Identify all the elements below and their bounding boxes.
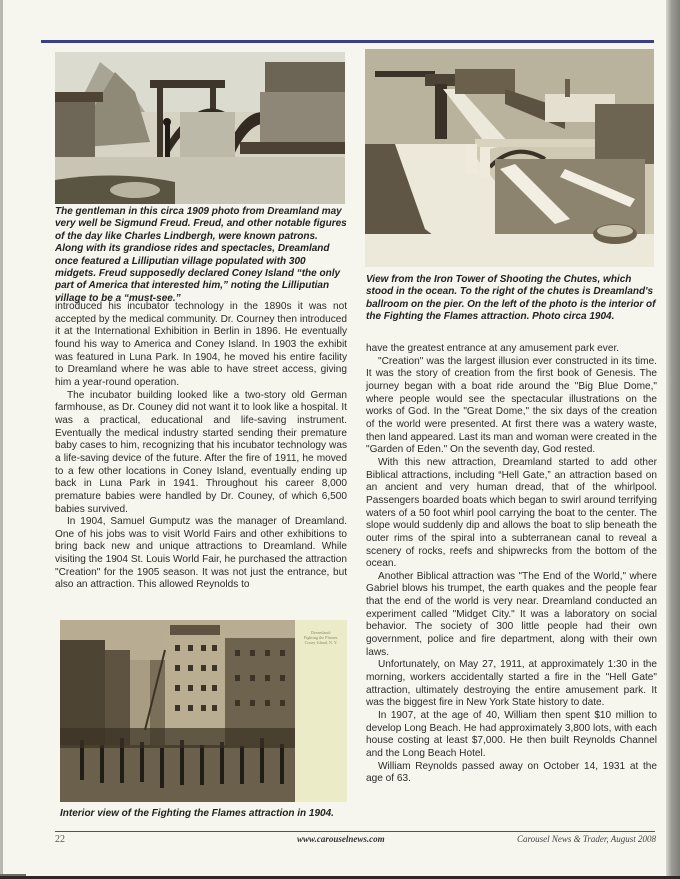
article-paragraph: With this new attraction, Dreamland started to add other Biblical attractions, including “Hell Gate,” an attraction based on an ancient and very human dread, that of the whirlpool. Passengers boarded boats which began to swirl around terrifying waters of a 50 foot whirl pool carrying the boat to the center. The slope would suddenly dip and allows the boat to slip beneath the outer rims of the spiral into a subterranean canal to reveal a scenery of rocks, reefs and shipwrecks from the bottom of the ocean. [366,456,657,570]
postcard-margin [295,620,347,802]
photo-caption-freud: The gentleman in this circa 1909 photo from Dreamland may very well be Sigmund Freud. Freud, and other notable figures of the day like Charles Lindbergh, were known patrons. Along with its grandiose rides and spectacles, Dreamland once featured a Lilliputian village populated with 300 midgets. Freud supposedly declared Coney Island “the only part of America that interested him,” noting the Lilliputian village to be a “must-see.” [55,206,347,304]
photo-caption-flames: Interior view of the Fighting the Flames attraction in 1904. [60,808,334,819]
scan-edge-left [0,0,3,879]
header-rule [41,40,654,43]
article-column-left [55,301,347,592]
scan-edge-right [666,0,680,879]
postcard-inscription [297,630,345,645]
article-paragraph: have the greatest entrance at any amusement park ever. [366,343,620,354]
postcard-line: Dreamland: [311,630,331,635]
article-column-right [366,343,657,786]
photo-fighting-the-flames [60,620,295,802]
postcard-line: Coney Island, N. Y. [304,640,338,645]
photo-caption-chutes: View from the Iron Tower of Shooting the Chutes, which stood in the ocean. To the right of the chutes is Dreamland's ballroom on the pier. On the left of the photo is the interior of the Fighting the Flames attraction. Photo circa 1904. [366,274,656,323]
article-paragraph: The incubator building looked like a two-story old German farmhouse, as Dr. Couney did not want it to look like a hospital. It was a practical, educational and life-saving instrument. Eventually the medical industry started sending their premature baby cases to him, recognizing that his incubator technology was a life-saving device of the future. After the fire of 1911, he moved to a few other locations in Coney Island, eventually ending up back in Luna Park in 1941. Throughout his career 8,000 premature babies were handled by Dr. Couney, of which 6,500 babies survived. [55,389,347,515]
footer-publication: Carousel News & Trader, August 2008 [517,834,657,844]
article-paragraph: In 1907, at the age of 40, William then spent $10 million to develop Long Beach. He had approximately 3,800 lots, with each house costing at least $7,000. He then built Reynolds Channel and the Long Beach Hotel. [366,710,657,759]
photo-shooting-the-chutes [365,49,654,267]
postcard-line: Fighting the Flames. [303,635,339,640]
footer-website-link[interactable]: www.carouselnews.com [297,834,385,844]
footer-rule [55,831,655,832]
article-paragraph: William Reynolds passed away on October 14, 1931 at the age of 63. [366,760,657,785]
photo-dreamland-bridge [55,52,345,204]
article-paragraph: introduced his incubator technology in the 1890s it was not accepted by the medical community. Dr. Courney then introduced it at the International Exhibition in Berlin in 1896. He eventually found his way to America and Coney Island. In 1903 the exhibit was featured in Luna Park. In 1904, he moved his entire facility to Dreamland where he was able to have street access, giving him a year-round operation. [55,301,347,388]
page-number: 22 [55,834,65,845]
article-paragraph: Unfortunately, on May 27, 1911, at approximately 1:30 in the morning, workers accidentally started a fire in the "Hell Gate" attraction, ultimately destroying the entire amusement park. It was the biggest fire in New York State history to date. [366,659,657,709]
article-paragraph: "Creation" was the largest illusion ever constructed in its time. It was the story of creation from the first book of Genesis. The journey began with a boat ride around the "Big Blue Dome," where people would see the spectacular illustrations on the works of God. In the "Great Dome," the six days of the creation of the world were presented. At first there was a watery waste, then land appeared. Last its man and woman were created in the "Garden of Eden." On the seventh day, God rested. [366,355,657,456]
article-paragraph: Another Biblical attraction was "The End of the World," where Gabriel blows his trumpet, the earth quakes and the people fear that the end of the world is very near. Dreamland conducted an experiment called "Midget City." It was a laboratory on social behavior. The society of 300 little people had their own government, police and fire department, along with their own laws. [366,570,657,658]
article-paragraph: In 1904, Samuel Gumputz was the manager of Dreamland. One of his jobs was to visit World Fairs and other exhibitions to bring back new and unique attractions to Dreamland. While visiting the 1904 St. Louis World Fair, he purchased the attraction "Creation" for the 1905 season. It was not just the entrance, but also an attraction. This allowed Reynolds to [55,516,347,591]
